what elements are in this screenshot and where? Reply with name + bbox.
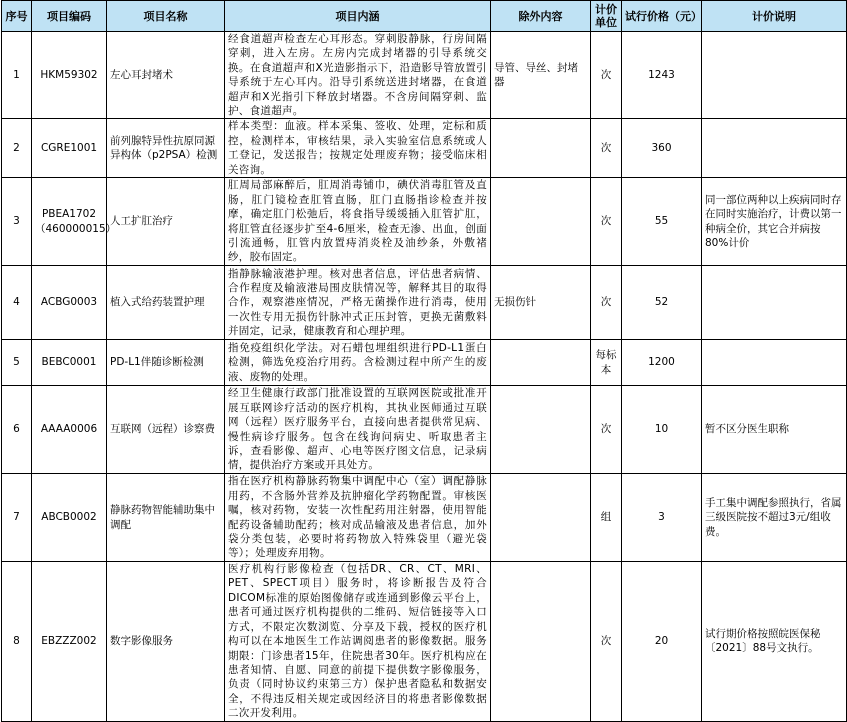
row-exclude bbox=[491, 386, 591, 474]
row-name: 静脉药物智能辅助集中调配 bbox=[107, 474, 225, 562]
row-exclude: 导管、导丝、封堵器 bbox=[491, 32, 591, 119]
row-no: 4 bbox=[2, 266, 32, 340]
row-unit: 次 bbox=[591, 178, 622, 266]
row-exclude: 无损伤针 bbox=[491, 266, 591, 340]
row-unit: 次 bbox=[591, 386, 622, 474]
row-unit: 每标本 bbox=[591, 340, 622, 386]
row-content: 指免疫组织化学法。对石蜡包埋组织进行PD-L1蛋白检测，筛选免疫治疗用药。含检测过程中所产生的废液、废物的处理。 bbox=[225, 340, 491, 386]
table-row bbox=[2, 178, 847, 266]
row-content: 肛周局部麻醉后，肛周消毒铺巾，碘伏消毒肛管及直肠，肛门镜检查肛管直肠，肛门直肠指诊检查并按摩，确定肛门松弛后，将食指导缓缓插入肛管扩肛，将肛管直径逐步扩至4-6厘米，检查无渗、出血，创面引流通畅，肛管内放置痔消炎栓及油纱条，外敷褚纱，胶布固定。 bbox=[225, 178, 491, 266]
row-no: 8 bbox=[2, 562, 32, 721]
row-price: 52 bbox=[622, 266, 702, 340]
header-content: 项目内涵 bbox=[225, 1, 491, 32]
row-unit: 次 bbox=[591, 119, 622, 178]
row-exclude bbox=[491, 119, 591, 178]
row-content: 样本类型：血液。样本采集、签收、处理，定标和质控，检测样本，审核结果，录入实验室信息系统或人工登记，发送报告；按规定处理废弃物；接受临床相关咨询。 bbox=[225, 119, 491, 178]
row-price: 360 bbox=[622, 119, 702, 178]
row-name: 植入式给药装置护理 bbox=[107, 266, 225, 340]
row-note: 暂不区分医生职称 bbox=[702, 386, 847, 474]
row-unit: 组 bbox=[591, 474, 622, 562]
row-code: BEBC0001 bbox=[32, 340, 107, 386]
row-no: 2 bbox=[2, 119, 32, 178]
pricing-table bbox=[1, 0, 847, 722]
table-row bbox=[2, 386, 847, 474]
row-name: 前列腺特异性抗原同源异构体（p2PSA）检测 bbox=[107, 119, 225, 178]
row-name: 人工扩肛治疗 bbox=[107, 178, 225, 266]
row-exclude bbox=[491, 178, 591, 266]
row-exclude bbox=[491, 562, 591, 721]
row-unit: 次 bbox=[591, 266, 622, 340]
header-note: 计价说明 bbox=[702, 1, 847, 32]
row-code: ACBG0003 bbox=[32, 266, 107, 340]
row-unit: 次 bbox=[591, 32, 622, 119]
row-content: 指静脉输液港护理。核对患者信息，评估患者病情、合作程度及输液港局围皮肤情况等，解释其目的取得合作，观察港座情况，严格无菌操作进行消毒，使用一次性专用无损伤针脉冲式正压封管，更换无菌敷料并固定，记录，健康教育和心理护理。 bbox=[225, 266, 491, 340]
table-row bbox=[2, 562, 847, 721]
row-note bbox=[702, 119, 847, 178]
row-code: PBEA1702（460000015） bbox=[32, 178, 107, 266]
table-row bbox=[2, 32, 847, 119]
row-note bbox=[702, 266, 847, 340]
row-exclude bbox=[491, 340, 591, 386]
row-no: 1 bbox=[2, 32, 32, 119]
row-code: HKM59302 bbox=[32, 32, 107, 119]
row-code: CGRE1001 bbox=[32, 119, 107, 178]
row-price: 55 bbox=[622, 178, 702, 266]
row-name: 互联网（远程）诊察费 bbox=[107, 386, 225, 474]
table-row bbox=[2, 340, 847, 386]
row-unit: 次 bbox=[591, 562, 622, 721]
row-code: AAAA0006 bbox=[32, 386, 107, 474]
row-code: ABCB0002 bbox=[32, 474, 107, 562]
row-code: EBZZZ002 bbox=[32, 562, 107, 721]
header-code: 项目编码 bbox=[32, 1, 107, 32]
row-content: 经卫生健康行政部门批准设置的互联网医院或批准开展互联网诊疗活动的医疗机构，其执业医师通过互联网（远程）医疗服务平台，直接向患者提供常见病、慢性病诊疗服务。包含在线询问病史、听取患者主诉，查看影像、超声、心电等医疗图文信息，记录病情，提供治疗方案或开具处方。 bbox=[225, 386, 491, 474]
row-note: 同一部位两种以上疾病同时存在同时实施治疗，计费以第一种病全价，其它合并病按80%计价 bbox=[702, 178, 847, 266]
header-unit: 计价单位 bbox=[591, 1, 622, 32]
row-note bbox=[702, 340, 847, 386]
row-name: PD-L1伴随诊断检测 bbox=[107, 340, 225, 386]
row-content: 医疗机构行影像检查（包括DR、CR、CT、MRI、PET、SPECT项目）服务时，将诊断报告及符合DICOM标准的原始图像储存或连通到影像云平台上，患者可通过医疗机构提供的二维码、短信链接等入口方式，不限定次数浏览、分享及下载，授权的医疗机构可以在本地医生工作站调阅患者的影像数据。服务期限：门诊患者15年，住院患者30年。医疗机构应在患者知情、自愿、同意的前提下提供数字影像服务，负责（同时协议约束第三方）保护患者隐私和数据安全，不得违反相关规定或因经济目的将患者影像数据二次开发利用。 bbox=[225, 562, 491, 721]
table-row bbox=[2, 266, 847, 340]
header-name: 项目名称 bbox=[107, 1, 225, 32]
row-price: 20 bbox=[622, 562, 702, 721]
row-note bbox=[702, 32, 847, 119]
header-no: 序号 bbox=[2, 1, 32, 32]
row-content: 指在医疗机构静脉药物集中调配中心（室）调配静脉用药，不含肠外营养及抗肿瘤化学药物配置。审核医嘱，核对药物，安装一次性配药用注射器，使用智能配药设备辅助配药；核对成品输液及患者信息，加外袋分类包装，必要时将药物放入特殊袋里（避光袋等）；处理废弃用物。 bbox=[225, 474, 491, 562]
row-name: 数字影像服务 bbox=[107, 562, 225, 721]
row-price: 1243 bbox=[622, 32, 702, 119]
row-name: 左心耳封堵术 bbox=[107, 32, 225, 119]
row-no: 3 bbox=[2, 178, 32, 266]
header-exclude: 除外内容 bbox=[491, 1, 591, 32]
table-row bbox=[2, 119, 847, 178]
row-price: 10 bbox=[622, 386, 702, 474]
row-price: 3 bbox=[622, 474, 702, 562]
table-row bbox=[2, 474, 847, 562]
row-no: 6 bbox=[2, 386, 32, 474]
row-note: 试行期价格按照皖医保秘〔2021〕88号文执行。 bbox=[702, 562, 847, 721]
table-header-row bbox=[2, 1, 847, 32]
header-price: 试行价格（元） bbox=[622, 1, 702, 32]
row-content: 经食道超声检查左心耳形态。穿刺股静脉，行房间隔穿刺，进入左房。左房内完成封堵器的引导系统交换。在食道超声和X光造影指示下，沿造影导管放置引导系统于左心耳内。沿导引系统送进封堵器，在食道超声和X光指引下释放封堵器。不含房间隔穿刺、监护、食道超声。 bbox=[225, 32, 491, 119]
row-note: 手工集中调配参照执行，省属三级医院按不超过3元/组收费。 bbox=[702, 474, 847, 562]
row-no: 7 bbox=[2, 474, 32, 562]
row-no: 5 bbox=[2, 340, 32, 386]
row-price: 1200 bbox=[622, 340, 702, 386]
row-exclude bbox=[491, 474, 591, 562]
